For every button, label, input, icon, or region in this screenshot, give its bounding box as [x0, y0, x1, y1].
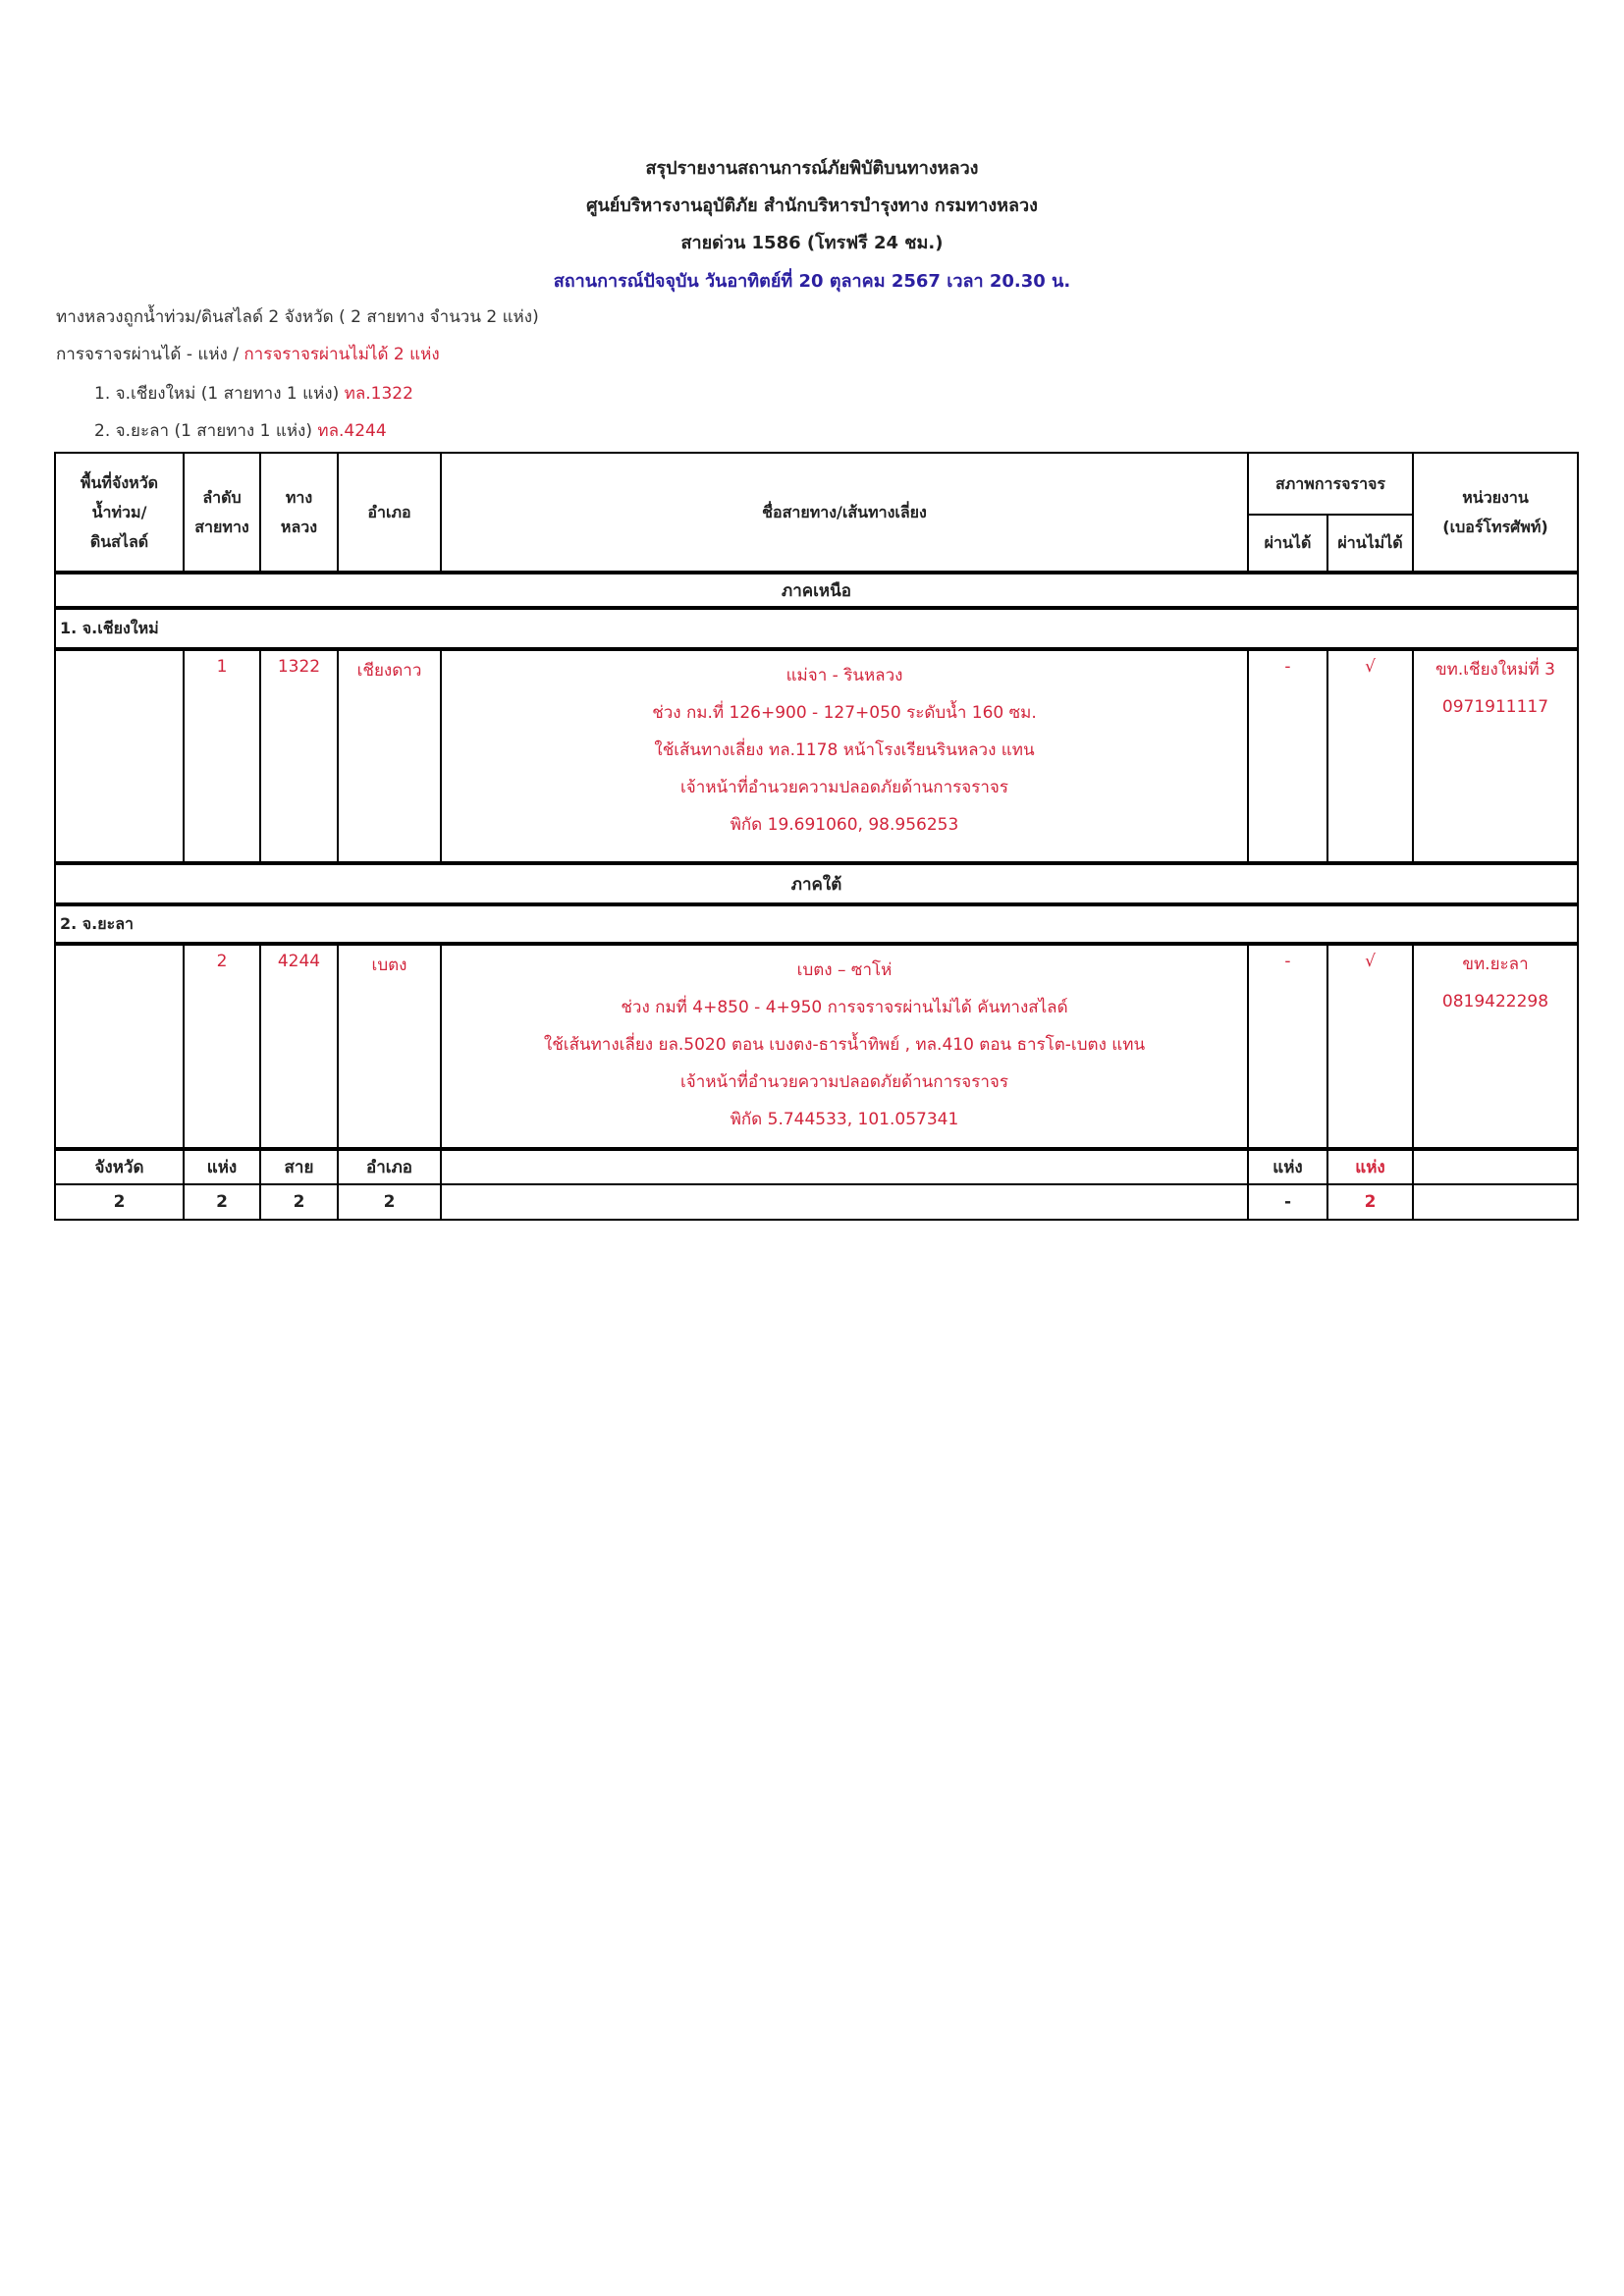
table-row [55, 944, 1578, 1149]
summary-item-route: ทล.4244 [317, 421, 387, 441]
nopass-check-icon: √ [1327, 944, 1413, 1149]
region-row: ภาคเหนือ [55, 573, 1578, 608]
org-name: ศูนย์บริหารงานอุบัติภัย สำนักบริหารบำรุงทาง กรมทางหลวง [586, 195, 1038, 216]
province-row: 1. จ.เชียงใหม่ [55, 608, 1578, 649]
summary-item-text: 2. จ.ยะลา (1 สายทาง 1 แห่ง) [94, 421, 318, 441]
seq-cell: 1 [184, 649, 260, 863]
status-time: สถานการณ์ปัจจุบัน วันอาทิตย์ที่ 20 ตุลาคม 2567 เวลา 20.30 น. [553, 271, 1071, 292]
district-cell: เชียงดาว [338, 649, 441, 863]
total-label: แห่ง [184, 1149, 260, 1184]
total-label: จังหวัด [55, 1149, 184, 1184]
table-row [55, 649, 1578, 863]
unit-cell: ขท.ยะลา 0819422298 [1413, 944, 1578, 1149]
total-label: สาย [260, 1149, 338, 1184]
incident-table [54, 452, 1579, 1221]
summary-line1: ทางหลวงถูกน้ำท่วม/ดินสไลด์ 2 จังหวัด ( 2 สายทาง จำนวน 2 แห่ง) [56, 307, 539, 327]
pass-cell: - [1248, 944, 1327, 1149]
total-value: 2 [55, 1184, 184, 1220]
header-hwy: ทาง หลวง [260, 453, 338, 573]
summary-item [94, 417, 387, 444]
route-detail-cell: แม่จา - รินหลวง ช่วง กม.ที่ 126+900 - 127+050 ระดับน้ำ 160 ซม. ใช้เส้นทางเลี่ยง ทล.1178 หน้าโรงเรียนรินหลวง แทน เจ้าหน้าที่อำนวยความปลอดภัยด้านการจราจร พิกัด 19.691060, 98.956253 [441, 649, 1248, 863]
header-unit: หน่วยงาน (เบอร์โทรศัพท์) [1413, 453, 1578, 573]
header-seq: ลำดับ สายทาง [184, 453, 260, 573]
header-pass: ผ่านได้ [1248, 515, 1327, 573]
header-nopass: ผ่านไม่ได้ [1327, 515, 1413, 573]
hotline: สายด่วน 1586 (โทรฟรี 24 ชม.) [680, 233, 944, 253]
nopass-summary: การจราจรผ่านไม่ได้ 2 แห่ง [244, 345, 440, 364]
total-label: แห่ง [1248, 1149, 1327, 1184]
total-value: - [1248, 1184, 1327, 1220]
pass-cell: - [1248, 649, 1327, 863]
summary-line2 [56, 341, 440, 367]
summary-item-route: ทล.1322 [344, 384, 413, 404]
total-value: 2 [338, 1184, 441, 1220]
province-row: 2. จ.ยะลา [55, 904, 1578, 944]
total-value: 2 [1327, 1184, 1413, 1220]
region-row: ภาคใต้ [55, 863, 1578, 904]
hwy-cell: 4244 [260, 944, 338, 1149]
unit-cell: ขท.เชียงใหม่ที่ 3 0971911117 [1413, 649, 1578, 863]
nopass-check-icon: √ [1327, 649, 1413, 863]
header-area: พื้นที่จังหวัด น้ำท่วม/ ดินสไลด์ [55, 453, 184, 573]
pass-summary: การจราจรผ่านได้ - แห่ง / [56, 345, 244, 364]
total-value: 2 [260, 1184, 338, 1220]
header-route-name: ชื่อสายทาง/เส้นทางเลี่ยง [441, 453, 1248, 573]
total-label: อำเภอ [338, 1149, 441, 1184]
hwy-cell: 1322 [260, 649, 338, 863]
seq-cell: 2 [184, 944, 260, 1149]
summary-item-text: 1. จ.เชียงใหม่ (1 สายทาง 1 แห่ง) [94, 384, 345, 404]
report-title: สรุปรายงานสถานการณ์ภัยพิบัติบนทางหลวง [645, 158, 979, 179]
total-label: แห่ง [1327, 1149, 1413, 1184]
total-value: 2 [184, 1184, 260, 1220]
header-district: อำเภอ [338, 453, 441, 573]
district-cell: เบตง [338, 944, 441, 1149]
summary-item [94, 380, 413, 407]
totals-label-row [55, 1149, 1578, 1184]
totals-value-row [55, 1184, 1578, 1220]
route-detail-cell: เบตง – ซาโห่ ช่วง กมที่ 4+850 - 4+950 การจราจรผ่านไม่ได้ คันทางสไลด์ ใช้เส้นทางเลี่ยง ยล.5020 ตอน เบงตง-ธารน้ำทิพย์ , ทล.410 ตอน ธารโต-เบตง แทน เจ้าหน้าที่อำนวยความปลอดภัยด้านการจราจร พิกัด 5.744533, 101.057341 [441, 944, 1248, 1149]
header-traffic: สภาพการจราจร [1248, 453, 1413, 515]
